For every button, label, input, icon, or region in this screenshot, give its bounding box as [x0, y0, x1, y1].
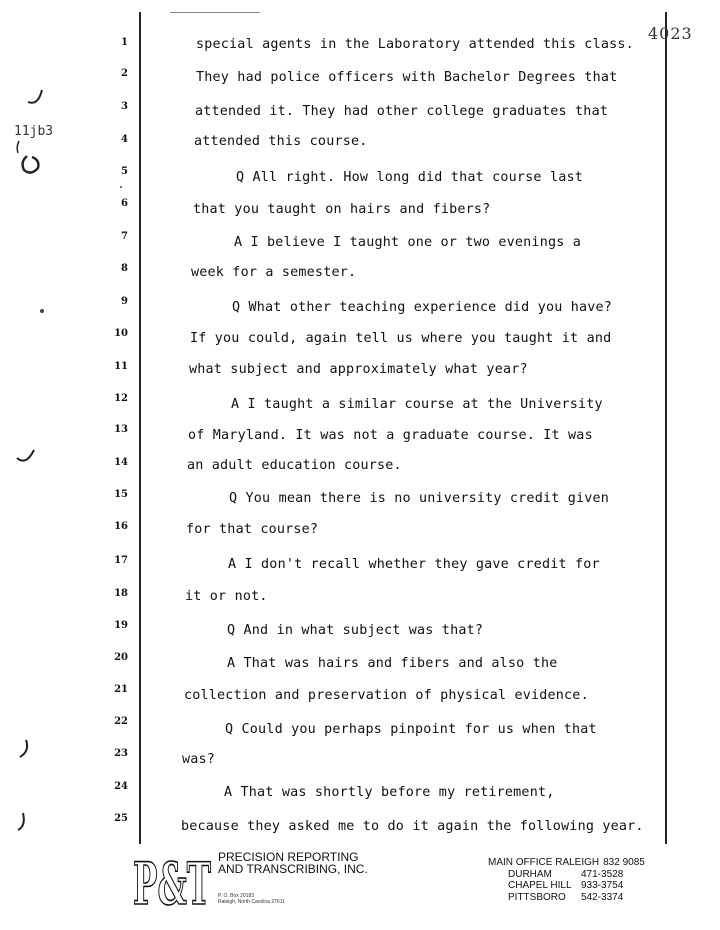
office-list — [488, 857, 645, 903]
firm-logo-icon — [132, 850, 212, 910]
office-row — [488, 892, 645, 904]
transcript-line: Q And in what subject was that? — [227, 623, 484, 638]
line-number: 21 — [114, 684, 128, 695]
firm-name-line: AND TRANSCRIBING, INC. — [218, 862, 368, 876]
transcript-line: was? — [182, 752, 216, 767]
left-margin-rule — [139, 12, 141, 844]
office-city: PITTSBORO — [508, 891, 566, 903]
line-number: 17 — [114, 555, 128, 566]
line-number: 25 — [114, 813, 128, 824]
line-number: 6 — [121, 198, 128, 209]
address-line: P. O. Box 20183 — [218, 893, 255, 899]
line-number: 8 — [121, 263, 128, 274]
firm-name — [218, 851, 368, 875]
line-number: 16 — [114, 521, 128, 532]
office-phone: 832 9085 — [603, 857, 645, 868]
line-number: 9 — [121, 296, 128, 307]
office-phone: 542-3374 — [581, 891, 624, 903]
office-row — [488, 880, 645, 892]
transcript-line: Q You mean there is no university credit given — [229, 491, 610, 506]
transcript-line: Q Could you perhaps pinpoint for us when that — [225, 722, 597, 737]
address-line: Raleigh, North Carolina 27611 — [218, 899, 285, 905]
margin-note: 11jb3 — [14, 124, 54, 139]
transcript-line: attended this course. — [194, 134, 368, 149]
top-rule — [170, 12, 260, 13]
line-number: 2 — [121, 68, 128, 79]
transcript-line: it or not. — [185, 589, 268, 604]
transcript-line: because they asked me to do it again the following year. — [181, 819, 644, 834]
line-number: 24 — [114, 781, 128, 792]
margin-bracket-icon — [16, 737, 34, 761]
firm-name-line: PRECISION REPORTING — [218, 850, 359, 864]
line-number: 11 — [114, 361, 128, 372]
line-number: 19 — [114, 620, 128, 631]
transcript-line: what subject and approximately what year? — [189, 362, 528, 377]
line-number: 13 — [114, 424, 128, 435]
line-number: 5 — [121, 166, 128, 177]
line-number: 22 — [114, 716, 128, 727]
line-number: 18 — [114, 588, 128, 599]
line-number: 10 — [114, 328, 128, 339]
speck — [40, 309, 44, 313]
transcript-line: collection and preservation of physical evidence. — [184, 688, 589, 703]
transcript-line: A I don't recall whether they gave credit for — [228, 557, 600, 572]
right-margin-rule — [665, 12, 667, 844]
line-number: 7 — [121, 231, 128, 242]
transcript-line: A That was hairs and fibers and also the — [227, 656, 558, 671]
margin-bracket-icon — [14, 810, 32, 834]
margin-circle-icon — [18, 152, 44, 176]
line-number: 4 — [121, 134, 128, 145]
office-phone: 471-3528 — [581, 868, 624, 880]
line-number: 20 — [114, 652, 128, 663]
firm-logo-text: P&T — [133, 850, 211, 910]
transcript-line: that you taught on hairs and fibers? — [193, 202, 491, 217]
transcript-line: attended it. They had other college graduates that — [195, 104, 609, 119]
margin-check-mark-icon — [24, 86, 48, 106]
office-city: DURHAM — [508, 868, 552, 880]
transcript-line: of Maryland. It was not a graduate course. It was — [188, 428, 593, 443]
transcript-line: A I believe I taught one or two evenings a — [234, 235, 581, 250]
line-number: 15 — [114, 489, 128, 500]
line-number: 23 — [114, 748, 128, 759]
transcript-line: for that course? — [186, 522, 319, 537]
office-row-main — [488, 857, 645, 869]
transcript-line: week for a semester. — [191, 265, 357, 280]
office-city: CHAPEL HILL — [508, 880, 572, 891]
line-number: 3 — [121, 101, 128, 112]
line-number: 14 — [114, 457, 128, 468]
line-number: 1 — [121, 37, 128, 48]
margin-check-mark-icon — [14, 446, 40, 466]
transcript-line: an adult education course. — [187, 458, 402, 473]
transcript-line: They had police officers with Bachelor Degrees that — [196, 70, 618, 85]
firm-address — [218, 893, 285, 905]
transcript-line: A That was shortly before my retirement, — [224, 785, 555, 800]
office-phone: 933-3754 — [581, 880, 624, 891]
speck — [120, 186, 122, 188]
office-city: MAIN OFFICE RALEIGH — [488, 857, 600, 868]
transcript-line: If you could, again tell us where you taught it and — [190, 331, 612, 346]
transcript-line: Q All right. How long did that course last — [236, 170, 583, 185]
office-row — [488, 869, 645, 881]
line-number: 12 — [114, 393, 128, 404]
transcript-line: A I taught a similar course at the University — [231, 397, 603, 412]
page-number: 4023 — [648, 24, 693, 43]
transcript-line: Q What other teaching experience did you have? — [232, 300, 613, 315]
transcript-line: special agents in the Laboratory attended this class. — [196, 37, 634, 52]
